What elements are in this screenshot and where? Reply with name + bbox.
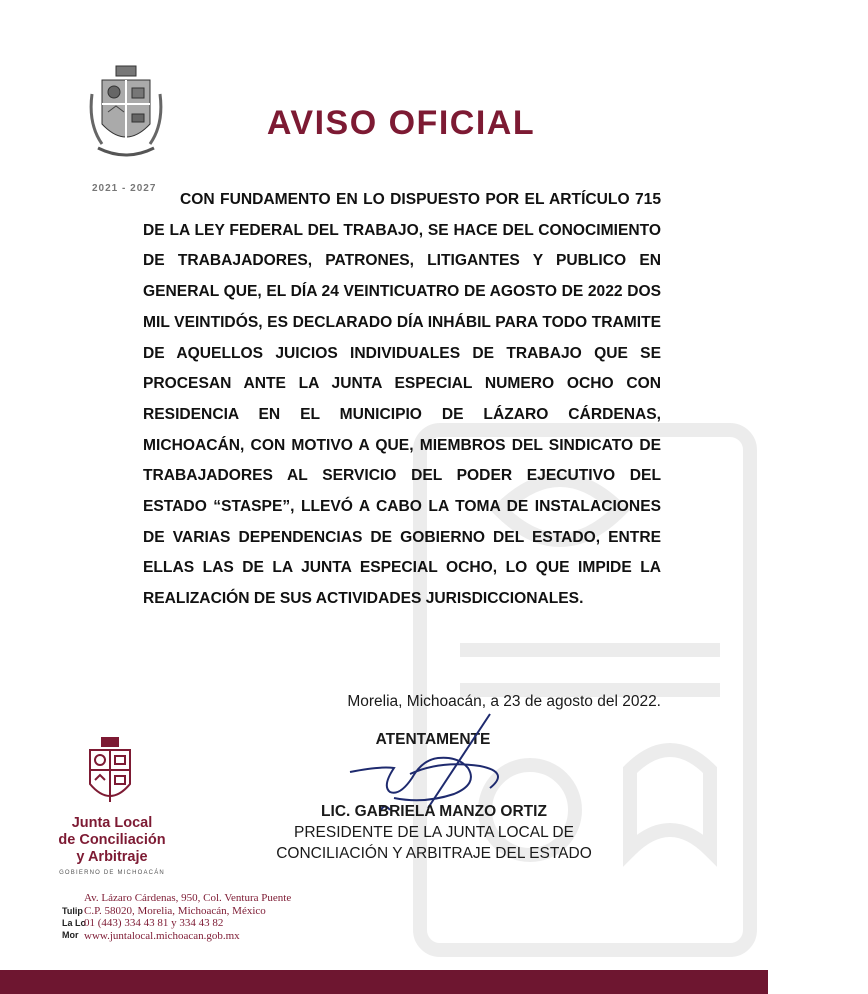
address-line-2: C.P. 58020, Morelia, Michoacán, México: [84, 904, 266, 917]
document-title: AVISO OFICIAL: [266, 104, 536, 142]
date-line: Morelia, Michoacán, a 23 de agosto del 2022.: [347, 693, 661, 710]
administration-years: 2021 - 2027: [92, 183, 157, 194]
address-phone: 01 (443) 334 43 81 y 334 43 82: [84, 917, 224, 929]
jlca-subtitle: GOBIERNO DE MICHOACÁN: [59, 870, 165, 876]
clipped-text-4: Mor: [62, 930, 79, 940]
address-line-1: Av. Lázaro Cárdenas, 950, Col. Ventura Puente: [84, 892, 292, 904]
notice-body: CON FUNDAMENTO EN LO DISPUESTO POR EL ARTÍCULO 715 DE LA LEY FEDERAL DEL TRABAJO, SE HACE DEL CONOCIMIENTO DE TRABAJADORES, PATRONES, LITIGANTES Y PUBLICO EN GENERAL QUE, EL DÍA 24 VEINTICUATRO DE AGOSTO DE 2022 DOS MIL VEINTIDÓS, ES DECLARADO DÍA INHÁBIL PARA TODO TRAMITE DE AQUELLOS JUICIOS INDIVIDUALES DE TRABAJO QUE SE PROCESAN ANTE LA JUNTA ESPECIAL NUMERO OCHO CON RESIDENCIA EN EL MUNICIPIO DE LÁZARO CÁRDENAS, MICHOACÁN, CON MOTIVO A QUE, MIEMBROS DEL SINDICATO DE TRABAJADORES AL SERVICIO DEL PODER EJECUTIVO DEL ESTADO “STASPE”, LLEVÓ A CABO LA TOMA DE INSTALACIONES DE VARIAS DEPENDENCIAS DE GOBIERNO DEL ESTADO, ENTRE ELLAS LAS DE LA JUNTA ESPECIAL OCHO, LO QUE IMPIDE LA REALIZACIÓN DE SUS ACTIVIDADES JURISDICCIONALES.: [143, 191, 661, 608]
signer-title-line-2: CONCILIACIÓN Y ARBITRAJE DEL ESTADO: [276, 845, 592, 862]
regards-text: ATENTAMENTE: [375, 731, 491, 748]
address-website-link[interactable]: www.juntalocal.michoacan.gob.mx: [84, 929, 240, 942]
signer-name: LIC. GABRIELA MANZO ORTIZ: [321, 803, 547, 820]
jlca-name-line-3: y Arbitraje: [76, 849, 148, 865]
address-block: [84, 892, 291, 942]
signer-title-line-1: PRESIDENTE DE LA JUNTA LOCAL DE: [294, 824, 574, 841]
jlca-name-line-1: Junta Local: [71, 815, 153, 831]
clipped-text-2: Tulip: [62, 906, 83, 916]
clipped-text-3: La Lo: [62, 918, 86, 928]
jlca-name-line-2: de Conciliación: [58, 832, 166, 848]
jlca-shield-icon: [86, 736, 134, 808]
bottom-color-bar: [0, 970, 768, 994]
